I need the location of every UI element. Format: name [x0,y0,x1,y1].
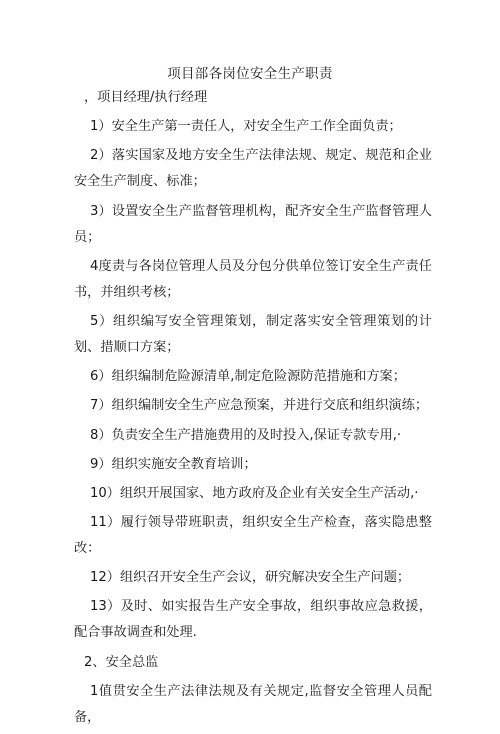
section-heading-safety-director: 2、安全总监 [84,654,159,670]
document-title: 项目部各岗位安全生产职责 [167,66,333,82]
duty-item-5: 5）组织编写安全管理策划，制定落实安全管理策划的计划、措顺口方案； [74,313,432,355]
duty-item-8: 8）负责安全生产措施费用的及时投入,保证专款专用,· [90,427,402,443]
duty-item-1: 1）安全生产第一责任人，对安全生产工作全面负责； [90,119,402,135]
duty-item-4: 4度责与各岗位管理人员及分包分供单位签订安全生产责任书，并组织考核； [74,258,432,300]
director-duty-item-1: 1值贯安全生产法律法规及有关规定,监督安全管理人员配备， [74,683,432,725]
duty-item-10: 10）组织开展国家、地方政府及企业有关安全生产活动,· [90,485,419,501]
document-body [74,85,432,734]
duty-item-2: 2）落实国家及地方安全生产法律法规、规定、规范和企业安全生产制度、标准； [74,148,432,190]
duty-item-3: 3）设置安全生产监督管理机构，配齐安全生产监督管理人员； [74,203,432,245]
duty-item-13: 13）及时、如实报告生产安全事故，组织事故应急救援，配合事故调查和处理. [74,599,432,641]
section-heading-project-manager: ，项目经理/执行经理 [84,90,208,105]
duty-item-11: 11）履行领导带班职责，组织安全生产检查，落实隐患整改： [74,515,432,557]
duty-item-9: 9）组织实施安全教育培训； [90,456,257,472]
duty-item-6: 6）组织编制危险源清单,制定危险源防范措施和方案； [90,369,406,385]
duty-item-12: 12）组织召开安全生产会议，研究解决安全生产问题； [90,570,411,586]
duty-item-7: 7）组织编制安全生产应急预案，并进行交底和组织演练； [90,398,429,414]
